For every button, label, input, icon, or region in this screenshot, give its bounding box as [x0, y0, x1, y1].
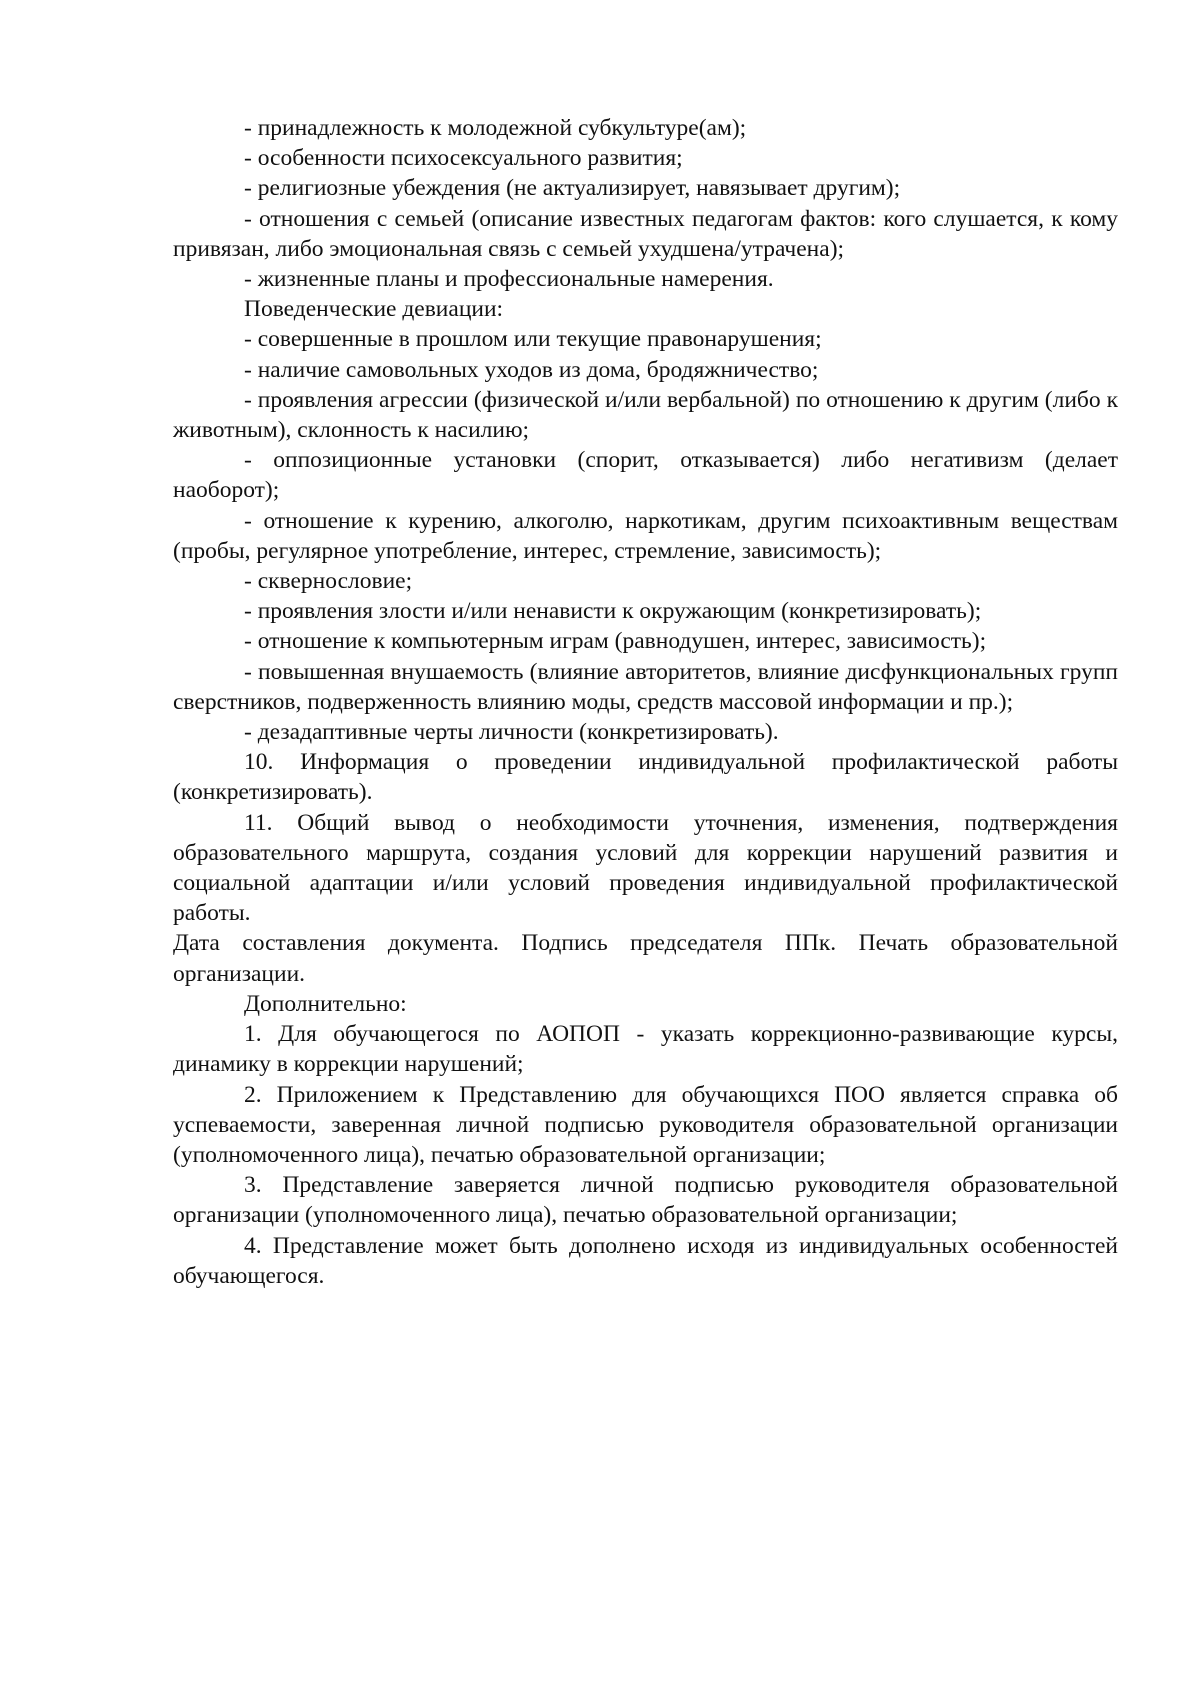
section-heading-behavioral-deviations: Поведенческие девиации:	[244, 296, 504, 323]
signature-line: Дата составления документа. Подпись председателя ППк. Печать образовательной организации.	[173, 930, 1118, 987]
additional-item-2: 2. Приложением к Представлению для обучающихся ПОО является справка об успеваемости, заверенная личной подписью руководителя образовательной организации (уполномоченного лица), печатью образовательной организации;	[173, 1081, 1118, 1168]
paragraph-suggestibility: - повышенная внушаемость (влияние авторитетов, влияние дисфункциональных групп сверстников, подверженность влиянию моды, средств массовой информации и пр.);	[173, 658, 1118, 715]
paragraph-substance-attitude: - отношение к курению, алкоголю, наркотикам, другим психоактивным веществам (пробы, регулярное употребление, интерес, стремление, зависимость);	[173, 507, 1118, 564]
paragraph-anger-hatred: - проявления злости и/или ненависти к окружающим (конкретизировать);	[244, 598, 982, 625]
paragraph-maladaptive-traits: - дезадаптивные черты личности (конкретизировать).	[244, 719, 779, 746]
additional-item-3: 3. Представление заверяется личной подписью руководителя образовательной организации (уполномоченного лица), печатью образовательной организации;	[173, 1172, 1118, 1229]
paragraph-profanity: - сквернословие;	[244, 568, 413, 595]
paragraph-running-away: - наличие самовольных уходов из дома, бродяжничество;	[244, 356, 819, 383]
paragraph-religious-beliefs: - религиозные убеждения (не актуализирует, навязывает другим);	[244, 175, 901, 202]
paragraph-youth-subculture: - принадлежность к молодежной субкультуре(ам);	[244, 115, 747, 141]
paragraph-item-11-general-conclusion: 11. Общий вывод о необходимости уточнения, изменения, подтверждения образовательного маршрута, создания условий для коррекции нарушений развития и социальной адаптации и/или условий проведения индивидуальной профилактической работы.	[173, 809, 1118, 927]
additional-item-4: 4. Представление может быть дополнено исходя из индивидуальных особенностей обучающегося.	[173, 1232, 1118, 1289]
paragraph-psychosexual-development: - особенности психосексуального развития;	[244, 145, 683, 172]
paragraph-family-relations: - отношения с семьей (описание известных педагогам фактов: кого слушается, к кому привязан, либо эмоциональная связь с семьей ухудшена/утрачена);	[173, 205, 1118, 262]
document-body	[173, 113, 1118, 1291]
paragraph-aggression: - проявления агрессии (физической и/или вербальной) по отношению к другим (либо к животным), склонность к насилию;	[173, 386, 1118, 444]
additional-heading: Дополнительно:	[244, 990, 407, 1017]
paragraph-oppositional-attitudes: - оппозиционные установки (спорит, отказывается) либо негативизм (делает наоборот);	[173, 447, 1118, 504]
paragraph-offenses: - совершенные в прошлом или текущие правонарушения;	[244, 326, 822, 353]
additional-item-1: 1. Для обучающегося по АОПОП - указать коррекционно-развивающие курсы, динамику в коррекции нарушений;	[173, 1021, 1118, 1078]
paragraph-life-plans: - жизненные планы и профессиональные намерения.	[244, 266, 774, 293]
paragraph-computer-games: - отношение к компьютерным играм (равнодушен, интерес, зависимость);	[244, 628, 987, 655]
paragraph-item-10-prevention-work: 10. Информация о проведении индивидуальной профилактической работы (конкретизировать).	[173, 749, 1118, 806]
